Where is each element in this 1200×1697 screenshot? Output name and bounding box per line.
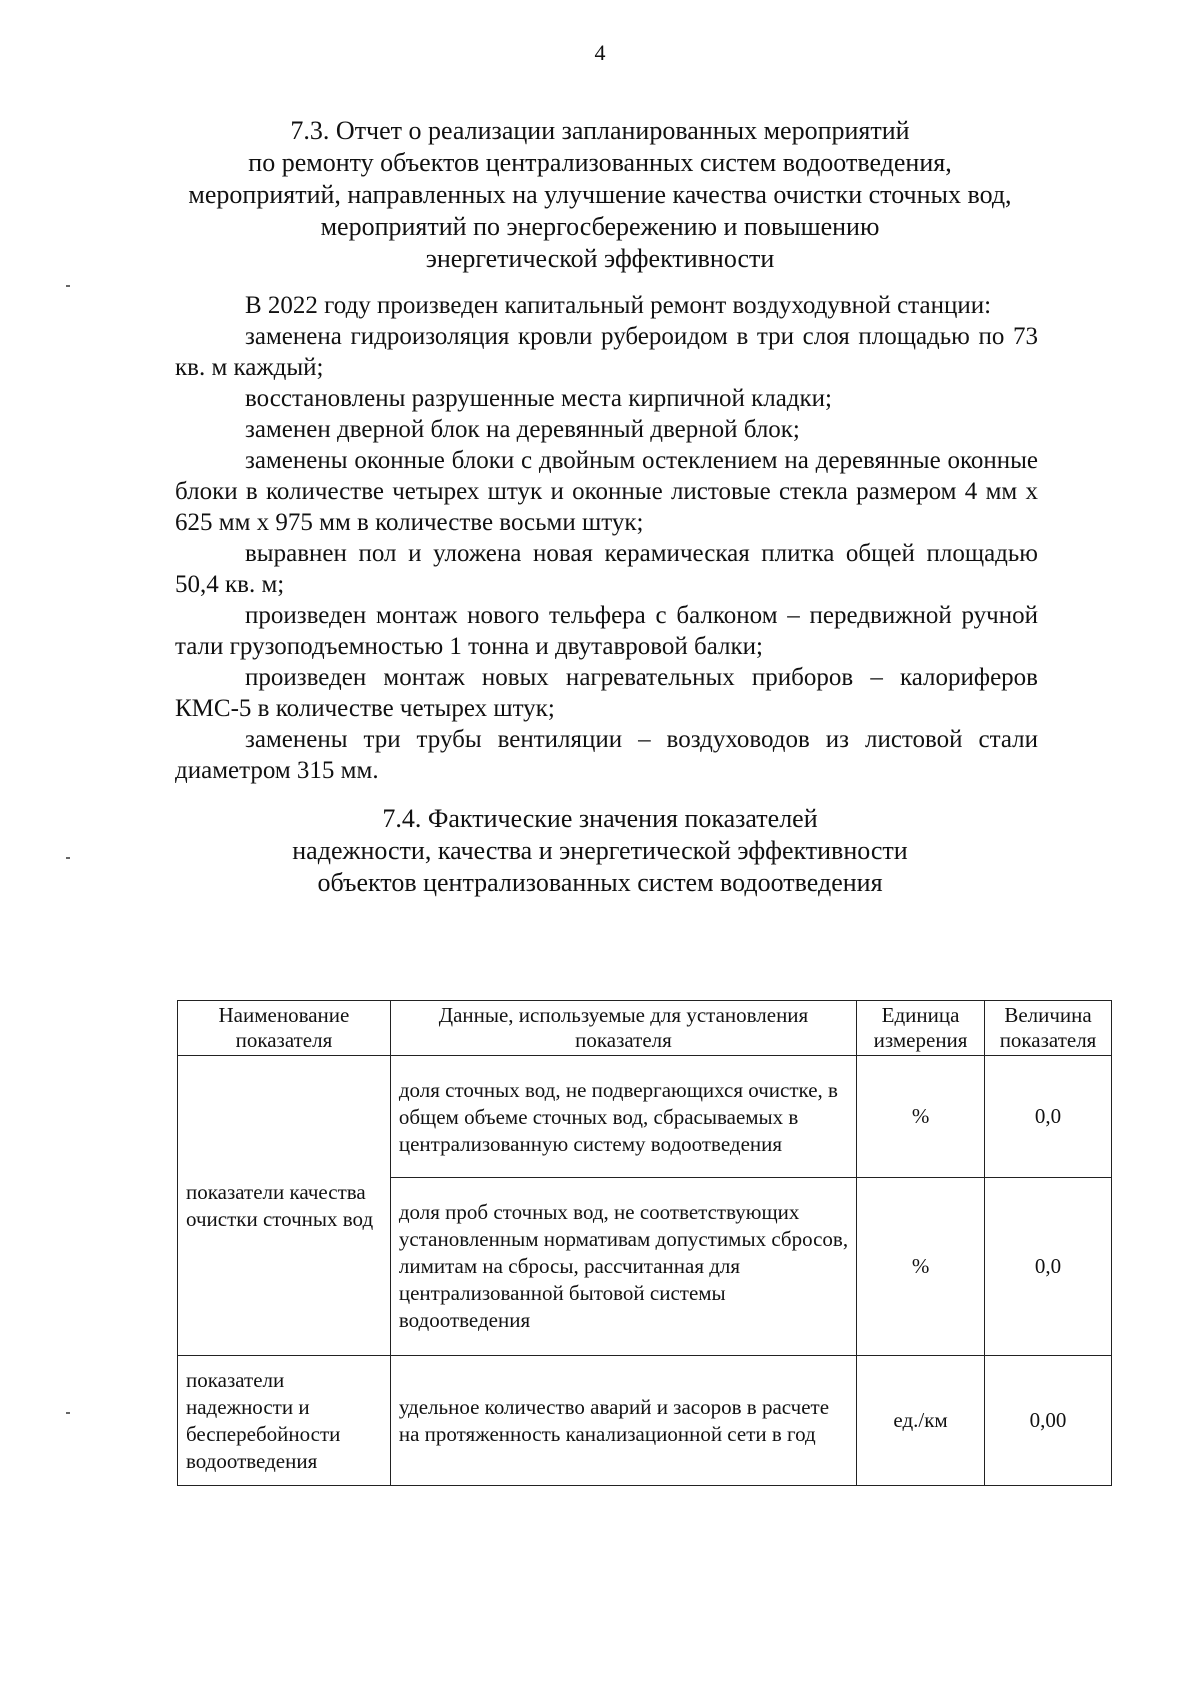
indicator-value: 0,00	[985, 1356, 1112, 1486]
indicator-unit: ед./км	[857, 1356, 985, 1486]
scan-mark	[66, 1412, 70, 1414]
heading-line: по ремонту объектов централизованных систем водоотведения,	[248, 148, 952, 177]
section-7-4-heading	[160, 803, 1040, 899]
column-header-unit: Единица измерения	[857, 1001, 985, 1056]
heading-line: 7.3. Отчет о реализации запланированных мероприятий	[290, 116, 910, 145]
paragraph: заменен дверной блок на деревянный дверной блок;	[245, 416, 800, 443]
column-header-value: Величина показателя	[985, 1001, 1112, 1056]
heading-line: мероприятий, направленных на улучшение качества очистки сточных вод,	[188, 180, 1012, 209]
paragraph: произведен монтаж новых нагревательных приборов – калориферов КМС-5 в количестве четырех штук;	[175, 664, 1038, 722]
heading-line: объектов централизованных систем водоотведения	[317, 868, 883, 897]
paragraph: заменены оконные блоки с двойным остеклением на деревянные оконные блоки в количестве четырех штук и оконные листовые стекла размером 4 мм х 625 мм х 975 мм в количестве восьми штук;	[175, 447, 1038, 536]
indicator-description: доля проб сточных вод, не соответствующих установленным нормативам допустимых сбросов, лимитам на сбросы, рассчитанная для централизованной бытовой системы водоотведения	[390, 1178, 856, 1356]
scan-mark	[66, 285, 70, 287]
indicator-description: удельное количество аварий и засоров в расчете на протяженность канализационной сети в год	[390, 1356, 856, 1486]
column-header-data: Данные, используемые для установления показателя	[390, 1001, 856, 1056]
indicator-unit: %	[857, 1178, 985, 1356]
page-number: 4	[594, 40, 606, 65]
heading-line: энергетической эффективности	[425, 244, 775, 273]
heading-line: 7.4. Фактические значения показателей	[382, 804, 818, 833]
indicators-table	[177, 1000, 1112, 1486]
paragraph: заменена гидроизоляция кровли рубероидом в три слоя площадью по 73 кв. м каждый;	[175, 323, 1038, 381]
column-header-name: Наименование показателя	[178, 1001, 391, 1056]
heading-line: надежности, качества и энергетической эффективности	[292, 836, 908, 865]
indicator-group-name: показатели качества очистки сточных вод	[178, 1056, 391, 1356]
indicator-group-name: показатели надежности и бесперебойности водоотведения	[178, 1356, 391, 1486]
paragraph: В 2022 году произведен капитальный ремонт воздуходувной станции:	[245, 292, 992, 319]
table-row	[178, 1056, 1112, 1178]
indicator-value: 0,0	[985, 1178, 1112, 1356]
indicator-value: 0,0	[985, 1056, 1112, 1178]
scan-mark	[66, 857, 70, 859]
heading-line: мероприятий по энергосбережению и повышению	[320, 212, 880, 241]
indicator-description: доля сточных вод, не подвергающихся очистке, в общем объеме сточных вод, сбрасываемых в централизованную систему водоотведения	[390, 1056, 856, 1178]
section-7-3-body	[175, 290, 1038, 786]
paragraph: восстановлены разрушенные места кирпичной кладки;	[245, 385, 832, 412]
indicator-unit: %	[857, 1056, 985, 1178]
section-7-3-heading	[160, 115, 1040, 275]
table-row	[178, 1356, 1112, 1486]
paragraph: выравнен пол и уложена новая керамическая плитка общей площадью 50,4 кв. м;	[175, 540, 1038, 598]
table-header-row	[178, 1001, 1112, 1056]
paragraph: произведен монтаж нового тельфера с балконом – передвижной ручной тали грузоподъемностью 1 тонна и двутавровой балки;	[175, 602, 1038, 660]
paragraph: заменены три трубы вентиляции – воздуховодов из листовой стали диаметром 315 мм.	[175, 726, 1038, 784]
